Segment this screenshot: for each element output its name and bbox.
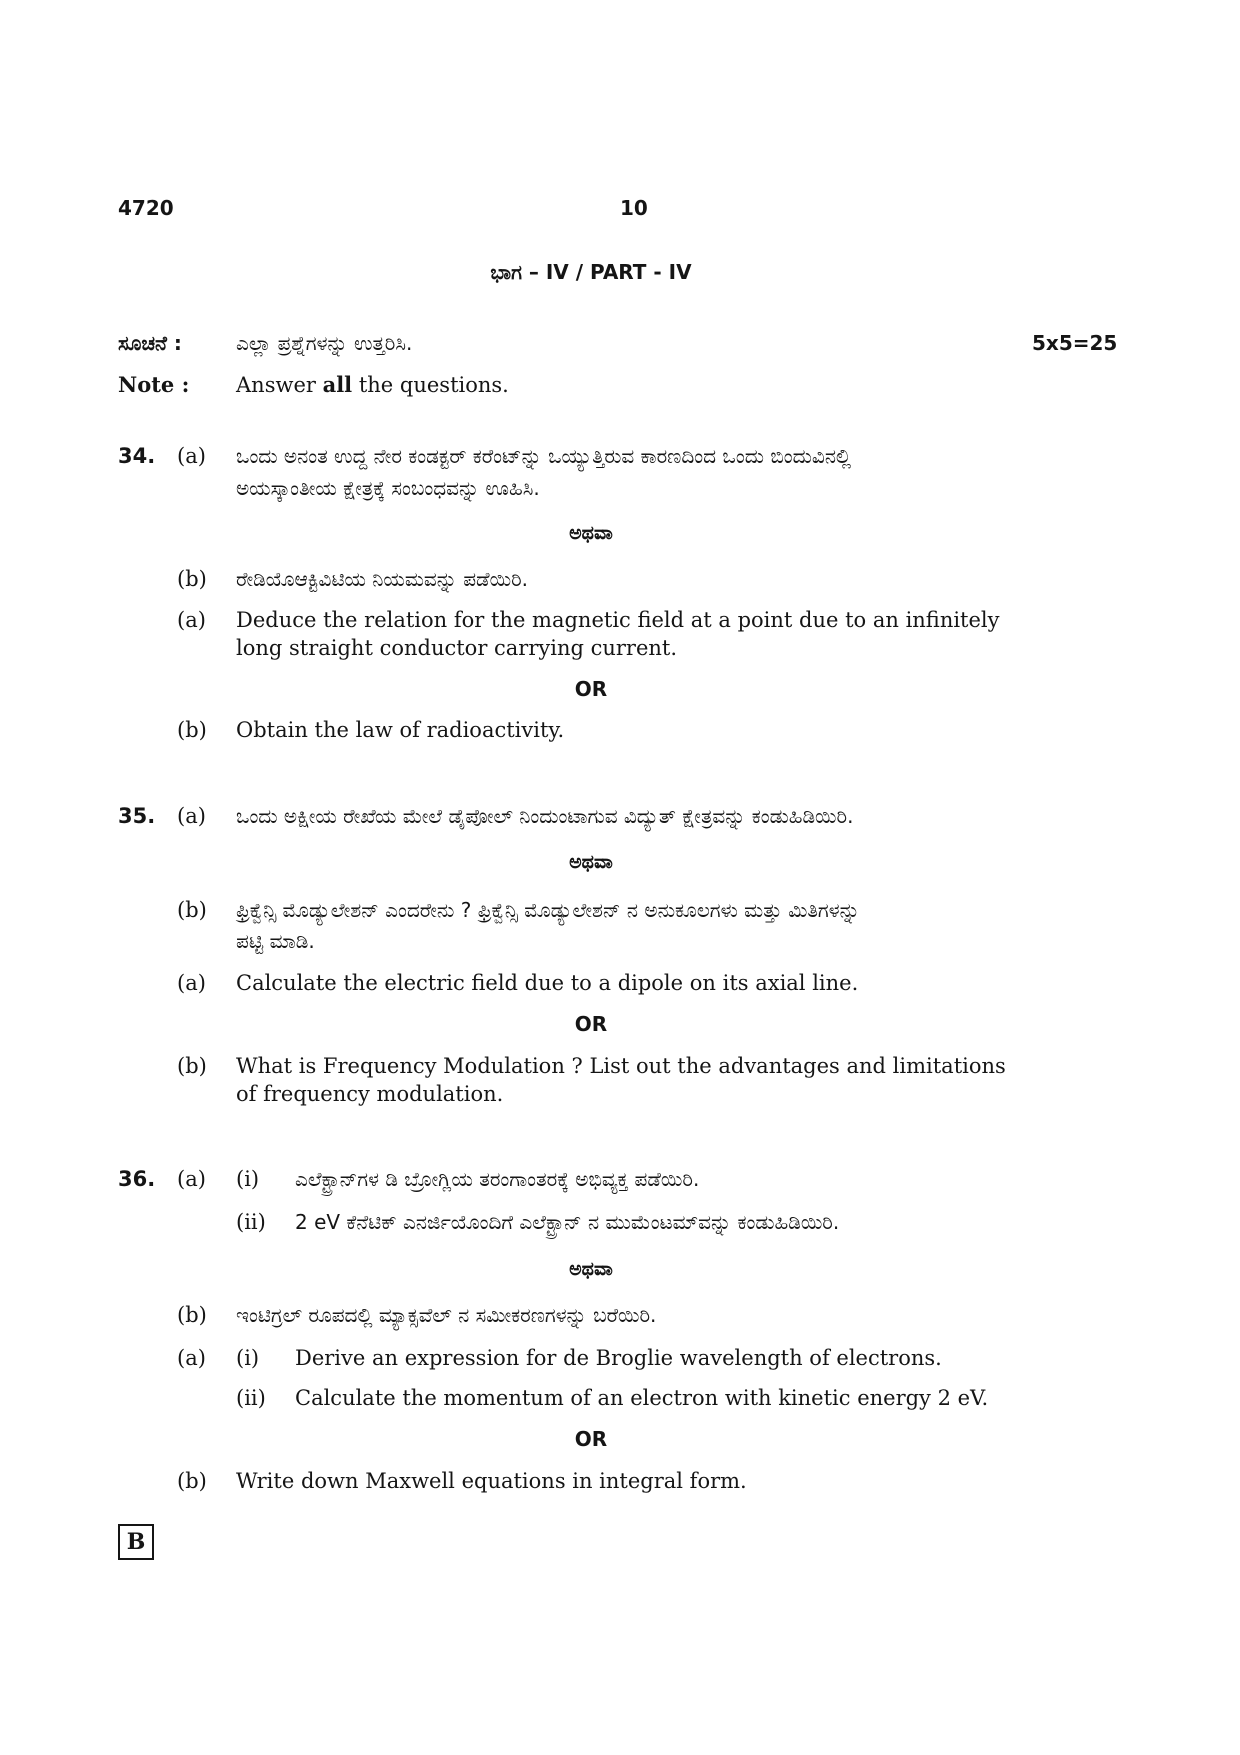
question-35-b-label-kn: (b)	[177, 898, 207, 922]
question-36-number: 36.	[118, 1167, 156, 1191]
question-34-a-label-en: (a)	[177, 608, 206, 632]
part-title: ಭಾಗ – IV / PART - IV	[490, 260, 692, 284]
question-35-b-kn-line1: ಫ್ರಿಕ್ವೆನ್ಸಿ ಮೊಡ್ಯುಲೇಶನ್ ಎಂದರೇನು ? ಫ್ರಿಕ್ವೆನ್ಸಿ ಮೊಡ್ಯುಲೇಶನ್ ನ ಅನುಕೂಲಗಳು ಮತ್ತು ಮಿತಿಗಳನ್ನು	[236, 898, 860, 922]
paper-code: 4720	[118, 196, 174, 220]
question-36-a-i-label-en: (i)	[236, 1346, 260, 1370]
marks-distribution: 5x5=25	[1032, 331, 1118, 355]
question-36-a-ii-en: Calculate the momentum of an electron with kinetic energy 2 eV.	[295, 1386, 989, 1410]
question-36-b-kn: ಇಂಟಿಗ್ರಲ್ ರೂಪದಲ್ಲಿ ಮ್ಯಾಕ್ಸವೆಲ್ ನ ಸಮೀಕರಣಗಳನ್ನು ಬರೆಯಿರಿ.	[236, 1303, 657, 1327]
question-34-number: 34.	[118, 444, 156, 468]
question-36-a-ii-label-kn: (ii)	[236, 1210, 266, 1234]
question-34-b-label-kn: (b)	[177, 567, 207, 591]
question-34-a-kn-line2: ಅಯಸ್ಕಾಂತೀಯ ಕ್ಷೇತ್ರಕ್ಕೆ ಸಂಬಂಧವನ್ನು ಊಹಿಸಿ.	[236, 476, 540, 500]
question-34-b-label-en: (b)	[177, 718, 207, 742]
question-35-number: 35.	[118, 804, 156, 828]
question-34-a-en-line2: long straight conductor carrying current.	[236, 636, 678, 660]
question-35-b-en-line1: What is Frequency Modulation ? List out the advantages and limitations	[236, 1054, 1006, 1078]
question-34-a-label-kn: (a)	[177, 444, 206, 468]
instruction-label-kn: ಸೂಚನೆ :	[118, 331, 182, 355]
note-text	[236, 372, 509, 397]
question-36-a-i-en: Derive an expression for de Broglie wavelength of electrons.	[295, 1346, 942, 1370]
question-34-b-kn: ರೇಡಿಯೊಆಕ್ಟಿವಿಟಿಯ ನಿಯಮವನ್ನು ಪಡೆಯಿರಿ.	[236, 567, 528, 591]
or-en-36: OR	[574, 1427, 608, 1451]
version-letter: B	[126, 1529, 146, 1555]
question-36-a-label-en: (a)	[177, 1346, 206, 1370]
question-36-a-ii-label-en: (ii)	[236, 1386, 266, 1410]
note-text-post: the questions.	[352, 373, 509, 397]
note-text-emphasis: all	[322, 372, 353, 397]
or-en-34: OR	[574, 677, 608, 701]
question-35-b-kn-line2: ಪಟ್ಟಿ ಮಾಡಿ.	[236, 929, 315, 953]
question-36-a-ii-kn: 2 eV ಕೆನೆಟಿಕ್ ಎನರ್ಜಿಯೊಂದಿಗೆ ಎಲೆಕ್ಟ್ರಾನ್ ನ ಮುಮೆಂಟಮ್‌ವನ್ನು ಕಂಡುಹಿಡಿಯಿರಿ.	[295, 1210, 840, 1234]
question-35-a-label-kn: (a)	[177, 804, 206, 828]
or-kn-35: ಅಥವಾ	[569, 851, 613, 873]
question-34-a-en-line1: Deduce the relation for the magnetic field at a point due to an infinitely	[236, 608, 1000, 632]
instruction-text-kn: ಎಲ್ಲಾ ಪ್ರಶ್ನೆಗಳನ್ನು ಉತ್ತರಿಸಿ.	[236, 331, 413, 355]
question-35-a-label-en: (a)	[177, 971, 206, 995]
question-36-b-label-en: (b)	[177, 1469, 207, 1493]
question-36-b-en: Write down Maxwell equations in integral form.	[236, 1469, 747, 1493]
question-36-b-label-kn: (b)	[177, 1303, 207, 1327]
note-text-pre: Answer	[236, 373, 323, 397]
question-36-a-i-kn: ಎಲೆಕ್ಟ್ರಾನ್‌ಗಳ ಡಿ ಬ್ರೋಗ್ಲಿಯ ತರಂಗಾಂತರಕ್ಕೆ ಅಭಿವ್ಯಕ್ತ ಪಡೆಯಿರಿ.	[295, 1167, 700, 1191]
question-35-b-en-line2: of frequency modulation.	[236, 1082, 504, 1106]
version-letter-box	[118, 1524, 154, 1560]
or-kn-34: ಅಥವಾ	[569, 522, 613, 544]
question-35-a-kn: ಒಂದು ಅಕ್ಷೀಯ ರೇಖೆಯ ಮೇಲೆ ಡೈಪೋಲ್ ನಿಂದುಂಟಾಗುವ ವಿದ್ಯುತ್ ಕ್ಷೇತ್ರವನ್ನು ಕಂಡುಹಿಡಿಯಿರಿ.	[236, 804, 854, 828]
question-35-a-en: Calculate the electric field due to a dipole on its axial line.	[236, 971, 859, 995]
page-number: 10	[620, 196, 648, 220]
or-en-35: OR	[574, 1012, 608, 1036]
question-34-b-en: Obtain the law of radioactivity.	[236, 718, 565, 742]
question-34-a-kn-line1: ಒಂದು ಅನಂತ ಉದ್ದ ನೇರ ಕಂಡಕ್ಟರ್ ಕರೆಂಟ್‌ನ್ನು ಒಯ್ಯುತ್ತಿರುವ ಕಾರಣದಿಂದ ಒಂದು ಬಿಂದುವಿನಲ್ಲಿ	[236, 444, 852, 468]
or-kn-36: ಅಥವಾ	[569, 1258, 613, 1280]
question-36-a-i-label-kn: (i)	[236, 1167, 260, 1191]
note-label: Note :	[118, 372, 190, 397]
question-35-b-label-en: (b)	[177, 1054, 207, 1078]
question-36-a-label-kn: (a)	[177, 1167, 206, 1191]
